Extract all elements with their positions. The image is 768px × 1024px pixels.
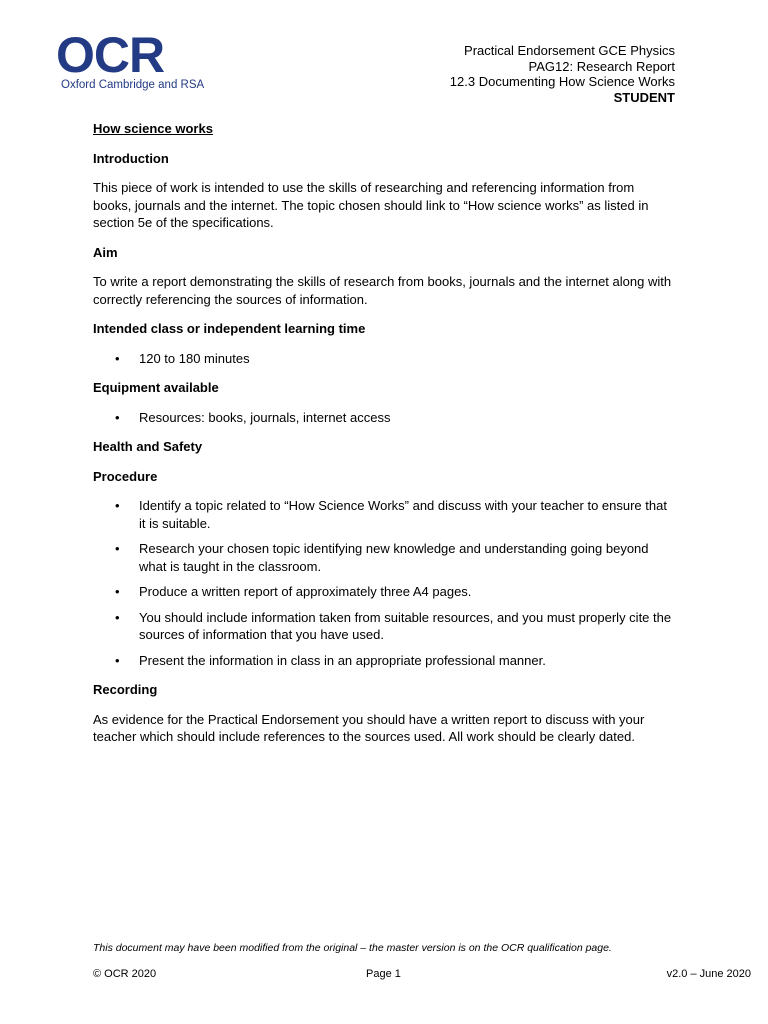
copyright: © OCR 2020 — [93, 968, 157, 980]
header-activity: 12.3 Documenting How Science Works — [449, 74, 675, 89]
modification-note: This document may have been modified from the original – the master version is on the OCR qualification page. — [93, 942, 612, 954]
version-label: v2.0 – June 2020 — [666, 968, 751, 980]
header-course: Practical Endorsement GCE Physics — [464, 43, 675, 58]
section-heading-introduction: Introduction — [93, 150, 169, 166]
list-item: • Produce a written report of approximately three A4 pages. — [93, 583, 673, 601]
page-number: Page 1 — [366, 968, 401, 980]
procedure-list — [93, 497, 673, 669]
logo-mark: OCR — [56, 27, 165, 83]
introduction-text: This piece of work is intended to use the skills of researching and referencing information from books, journals and the internet. The topic chosen should link to “How science works” as listed in section 5e of the specifications. — [93, 180, 649, 230]
section-heading-procedure: Procedure — [93, 468, 158, 484]
list-item: • Present the information in class in an appropriate professional manner. — [93, 652, 673, 670]
list-item: • You should include information taken from suitable resources, and you must properly cite the sources of information that you have used. — [93, 609, 673, 644]
section-heading-aim: Aim — [93, 244, 118, 260]
document-body — [93, 120, 673, 758]
list-item: • Resources: books, journals, internet access — [93, 409, 673, 427]
time-list — [93, 350, 673, 368]
section-heading-recording: Recording — [93, 682, 158, 697]
equipment-list — [93, 409, 673, 427]
logo-tagline: Oxford Cambridge and RSA — [61, 79, 205, 91]
list-item: • 120 to 180 minutes — [93, 350, 673, 368]
section-heading-health-safety: Health and Safety — [93, 439, 203, 454]
page-title: How science works — [93, 121, 213, 136]
section-heading-equipment: Equipment available — [93, 380, 219, 395]
list-item: • Research your chosen topic identifying new knowledge and understanding going beyond what is taught in the classroom. — [93, 540, 673, 575]
list-item: • Identify a topic related to “How Science Works” and discuss with your teacher to ensure that it is suitable. — [93, 497, 673, 532]
section-heading-time: Intended class or independent learning time — [93, 321, 366, 336]
header-pag: PAG12: Research Report — [528, 58, 675, 74]
recording-text: As evidence for the Practical Endorsement you should have a written report to discuss with your teacher which should include references to the sources used. All work should be clearly dated. — [93, 711, 645, 744]
document-header — [450, 43, 675, 105]
ocr-logo — [56, 27, 216, 92]
aim-text: To write a report demonstrating the skills of research from books, journals and the internet along with correctly referencing the sources of information. — [93, 274, 672, 307]
header-audience: STUDENT — [613, 89, 675, 105]
